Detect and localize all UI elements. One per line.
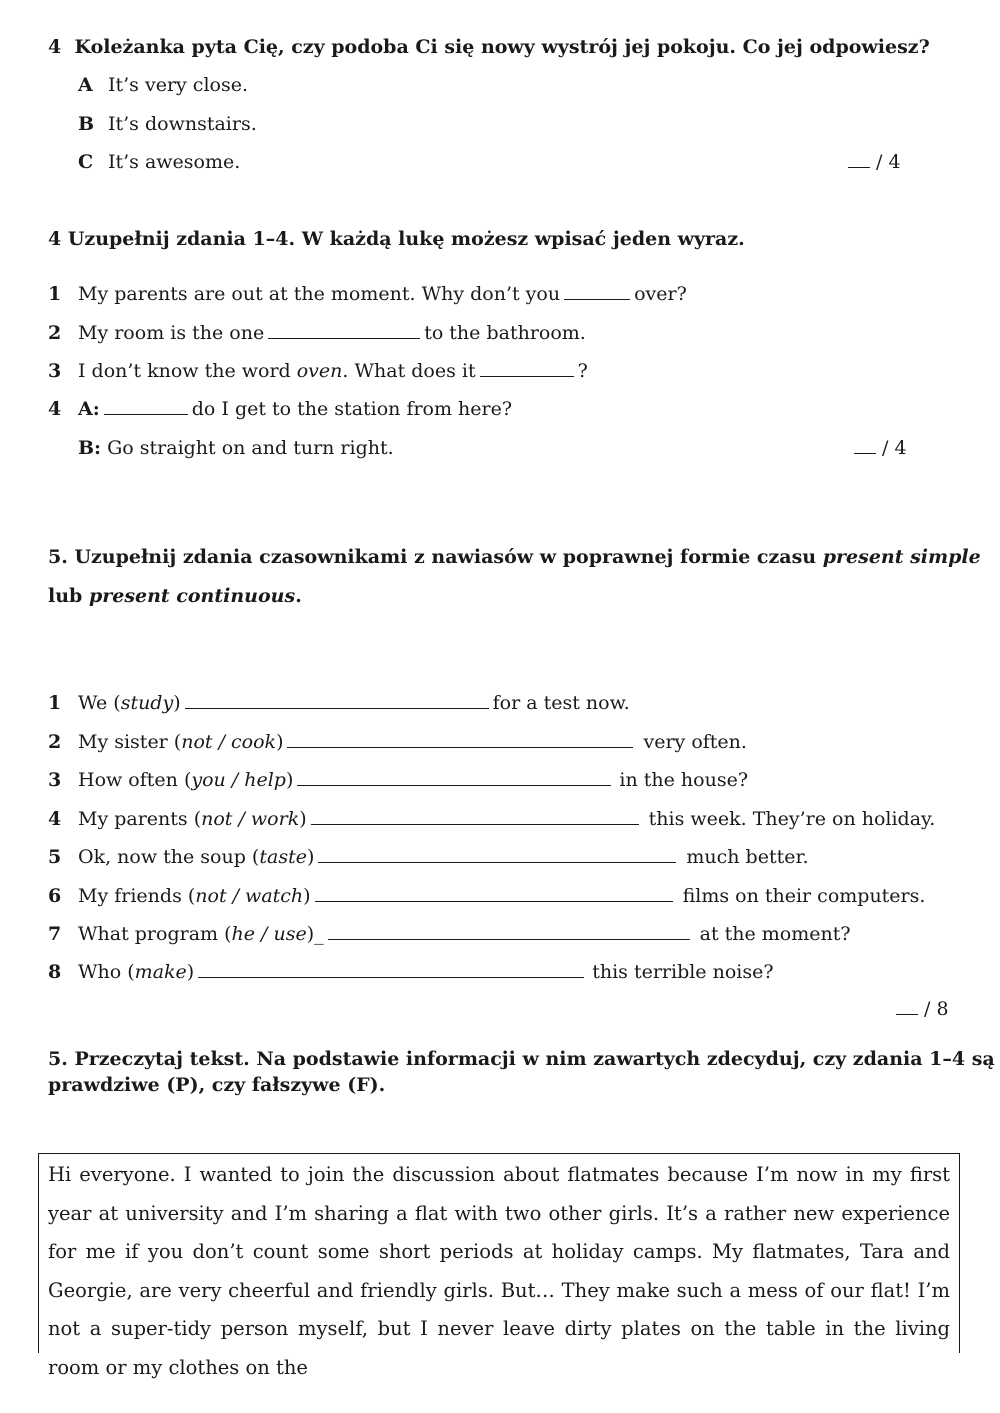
item-text-after: films on their computers. <box>682 885 926 907</box>
item-text: My parents are out at the moment. Why don’t you <box>78 283 561 305</box>
reading-text: Hi everyone. I wanted to join the discussion about flatmates because I’m now in my first year at university and I’m sharing a flat with two other girls. It’s a rather new experience for me if you don’t count some short periods at holiday camps. My flatmates, Tara and Georgie, are very cheerful and friendly girls. But… They make such a mess of our flat! I’m not a super-tidy person myself, but I never leave dirty plates on the table in the living room or my clothes on the <box>48 1163 950 1379</box>
task5a-item-1 <box>48 692 630 714</box>
task5a-item-6 <box>48 885 925 907</box>
score-total: / 8 <box>924 998 949 1020</box>
item-text-after: this week. They’re on holiday. <box>648 808 936 830</box>
item-text: ) <box>306 846 315 868</box>
item-text: ) <box>299 808 307 830</box>
answer-blank[interactable] <box>564 298 630 300</box>
item-number: 4 <box>48 398 62 420</box>
answer-blank[interactable] <box>198 976 584 978</box>
task4b-item-1 <box>48 283 687 305</box>
verb-hint: study <box>120 692 174 714</box>
task5a-score <box>896 998 949 1020</box>
task5a-item-8 <box>48 961 774 983</box>
option-a[interactable] <box>78 74 248 96</box>
item-number: 4 <box>48 808 62 830</box>
item-text: ) <box>186 961 195 983</box>
item-text: ) <box>173 692 181 714</box>
answer-blank[interactable] <box>328 938 690 940</box>
task4b-instruction: 4 Uzupełnij zdania 1–4. W każdą lukę możesz wpisać jeden wyraz. <box>48 228 745 250</box>
item-number: 7 <box>48 923 62 945</box>
item-number: 8 <box>48 961 62 983</box>
option-text: It’s very close. <box>108 74 248 96</box>
answer-blank[interactable] <box>480 375 574 377</box>
task4a-number: 4 <box>48 36 62 58</box>
score-blank[interactable] <box>896 1014 918 1015</box>
item-text-after: ? <box>577 360 588 382</box>
instruction-italic: present continuous <box>88 585 296 607</box>
verb-hint: he / use <box>231 923 307 945</box>
item-text: I don’t know the word <box>78 360 297 382</box>
task5a-item-2 <box>48 731 747 753</box>
task5a-item-3 <box>48 769 748 791</box>
option-letter: C <box>78 151 94 173</box>
item-text: My sister ( <box>78 731 182 753</box>
instruction-text: . <box>295 585 302 607</box>
task5a-item-5 <box>48 846 809 868</box>
option-text: It’s downstairs. <box>108 113 257 135</box>
option-letter: B <box>78 113 95 135</box>
item-text: My friends ( <box>78 885 196 907</box>
task5a-instruction-line2 <box>48 585 302 607</box>
instruction-text: 5. Uzupełnij zdania czasownikami z nawiasów w poprawnej formie czasu <box>48 546 823 568</box>
answer-blank[interactable] <box>185 707 489 709</box>
instruction-italic: present simple <box>822 546 981 568</box>
item-number: 3 <box>48 769 62 791</box>
speaker-label: A: <box>78 398 100 420</box>
task5a-item-4 <box>48 808 935 830</box>
verb-hint: make <box>134 961 187 983</box>
item-number: 3 <box>48 360 62 382</box>
item-number: 6 <box>48 885 62 907</box>
item-text: My parents ( <box>78 808 202 830</box>
item-text: What program ( <box>78 923 232 945</box>
item-text-after: do I get to the station from here? <box>191 398 513 420</box>
option-letter: A <box>78 74 93 96</box>
score-total: / 4 <box>882 437 907 459</box>
item-number: 2 <box>48 322 62 344</box>
item-text-after: much better. <box>686 846 809 868</box>
task4b-score <box>854 437 907 459</box>
task4a-heading <box>48 36 930 58</box>
task4b-reply <box>78 437 394 459</box>
item-number: 1 <box>48 283 62 305</box>
item-number: 1 <box>48 692 62 714</box>
item-text-after: in the house? <box>619 769 749 791</box>
item-text-after: to the bathroom. <box>424 322 586 344</box>
item-text: Who ( <box>78 961 135 983</box>
speaker-label: B: <box>78 437 102 459</box>
reply-text: Go straight on and turn right. <box>101 437 394 459</box>
task5a-instruction-line1 <box>48 546 981 568</box>
option-text: It’s awesome. <box>108 151 241 173</box>
score-blank[interactable] <box>854 453 876 454</box>
option-b[interactable] <box>78 113 257 135</box>
task4b-item-3 <box>48 360 588 382</box>
item-text: ) <box>303 885 311 907</box>
verb-hint: not / cook <box>181 731 277 753</box>
verb-hint: taste <box>259 846 307 868</box>
verb-hint: not / watch <box>195 885 304 907</box>
score-blank[interactable] <box>848 167 870 168</box>
item-text-after: very often. <box>643 731 747 753</box>
task5b-instruction-line1: 5. Przeczytaj tekst. Na podstawie informacji w nim zawartych zdecyduj, czy zdania 1–4 są <box>48 1048 995 1070</box>
verb-hint: you / help <box>191 769 286 791</box>
item-text: ) <box>276 731 284 753</box>
task4b-item-4 <box>48 398 512 420</box>
item-text-after: at the moment? <box>699 923 851 945</box>
item-italic-word: oven <box>296 360 343 382</box>
item-text: My room is the one <box>78 322 265 344</box>
item-text: Ok, now the soup ( <box>78 846 260 868</box>
task5b-instruction-line2: prawdziwe (P), czy fałszywe (F). <box>48 1074 386 1096</box>
answer-blank[interactable] <box>318 861 676 863</box>
answer-blank[interactable] <box>311 823 639 825</box>
answer-blank[interactable] <box>287 746 633 748</box>
instruction-text: lub <box>48 585 89 607</box>
option-c[interactable] <box>78 151 240 173</box>
item-number: 2 <box>48 731 62 753</box>
item-number: 5 <box>48 846 62 868</box>
item-text: )_ <box>306 923 324 945</box>
score-total: / 4 <box>876 151 901 173</box>
verb-hint: not / work <box>201 808 300 830</box>
item-text-after: for a test now. <box>492 692 630 714</box>
item-text: . What does it <box>342 360 476 382</box>
answer-blank[interactable] <box>268 337 420 339</box>
reading-text-box <box>38 1153 960 1379</box>
task4a-instruction: Koleżanka pyta Cię, czy podoba Ci się nowy wystrój jej pokoju. Co jej odpowiesz? <box>74 36 930 58</box>
task5a-item-7 <box>48 923 851 945</box>
answer-blank[interactable] <box>315 900 673 902</box>
item-text-after: over? <box>634 283 687 305</box>
item-text: ) <box>285 769 294 791</box>
task4b-item-2 <box>48 322 586 344</box>
item-text: How often ( <box>78 769 192 791</box>
item-text: We ( <box>78 692 121 714</box>
answer-blank[interactable] <box>297 784 611 786</box>
answer-blank[interactable] <box>104 413 188 415</box>
item-text-after: this terrible noise? <box>592 961 774 983</box>
task4a-score <box>848 151 901 173</box>
